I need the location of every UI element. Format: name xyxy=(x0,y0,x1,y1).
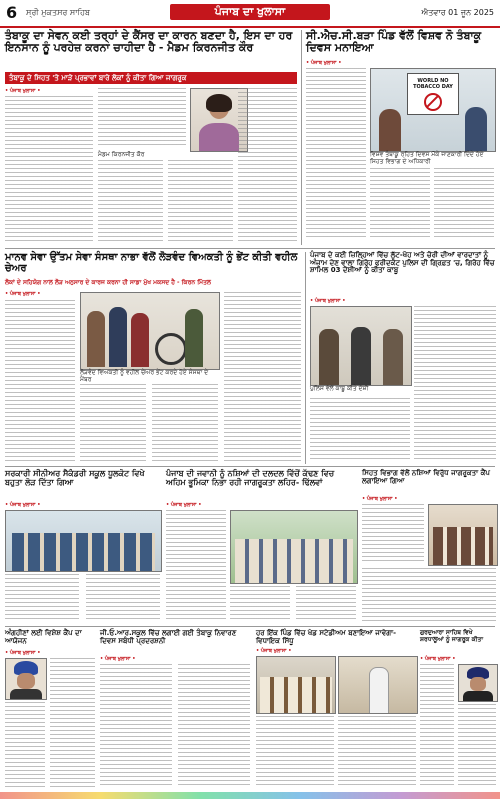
story10-photo-left xyxy=(256,656,336,714)
color-registration-bar xyxy=(0,792,500,799)
story3-dateline: • ਪੰਜਾਬ ਖੁਲਾਸਾ • xyxy=(5,291,41,297)
story5-photo xyxy=(5,510,162,572)
story10-photo-right xyxy=(338,656,418,714)
story10-body-col2 xyxy=(338,716,416,788)
wheelchair xyxy=(155,333,187,365)
story1-caption: ਮੈਡਮ ਕਿਰਨਜੀਤ ਕੌਰ xyxy=(98,151,145,158)
story10-headline: ਹਰ ਇੱਕ ਪਿੰਡ ਵਿੱਚ ਖੇਡ ਸਟੇਡੀਅਮ ਬਣਾਇਆ ਜਾਵੇਗਾ- ਵਿਧਾਇਕ ਸਿੱਧੂ xyxy=(256,629,397,645)
story2-body-col1 xyxy=(306,68,366,240)
meeting-people xyxy=(260,677,332,713)
story7-dateline: • ਪੰਜਾਬ ਖੁਲਾਸਾ • xyxy=(362,496,398,502)
story1-body-col1 xyxy=(5,96,93,244)
story1-dateline: • ਪੰਜਾਬ ਖੁਲਾਸਾ • xyxy=(5,88,41,94)
story3-photo xyxy=(80,292,220,370)
paper-name: ਸ੍ਰੀ ਮੁਕਤਸਰ ਸਾਹਿਬ xyxy=(26,8,91,17)
person-left xyxy=(379,109,401,151)
section-title: ਪੰਜਾਬ ਦਾ ਖੁਲਾਸਾ xyxy=(170,4,330,20)
story1-headline: ਤੰਬਾਕੂ ਦਾ ਸੇਵਨ ਕਈ ਤਰ੍ਹਾਂ ਦੇ ਕੈਂਸਰ ਦਾ ਕਾਰਨ ਬਣਦਾ ਹੈ, ਇਸ ਦਾ ਹਰ ਇਨਸਾਨ ਨੂੰ ਪਰਹੇਜ਼ ਕਰਨਾ ਚਾਹੀਦਾ ਹੈ - ਮੈਡਮ ਕਿਰਨਜੀਤ ਕੌਰ xyxy=(5,29,293,55)
accused-3 xyxy=(383,329,403,385)
story2-body-col2 xyxy=(370,168,430,240)
story9-body-col1 xyxy=(100,664,172,788)
poster-text: WORLD NO TOBACCO DAY xyxy=(413,78,453,90)
masthead xyxy=(0,0,500,28)
story2-body-col3 xyxy=(434,168,494,240)
face xyxy=(470,677,486,691)
story6-dateline: • ਪੰਜਾਬ ਖੁਲਾਸਾ • xyxy=(166,502,202,508)
row-divider xyxy=(5,248,495,249)
story4-body-col2 xyxy=(310,398,410,462)
story3-subhead: ਲੋਕਾਂ ਦੇ ਸਹਿਯੋਗ ਨਾਲ ਲੋੜ ਅਨੁਸਾਰ ਦੇ ਕਾਰਜ ਕਰਨਾ ਹੀ ਸਾਡਾ ਮੁੱਖ ਮਕਸਦ ਹੈ - ਕਿਰਨ ਮਿੱਤਲ xyxy=(5,279,211,286)
story10-body-col1 xyxy=(256,716,334,788)
story11-photo xyxy=(458,664,498,702)
group-person-1 xyxy=(87,311,105,367)
story1-body-col3 xyxy=(98,160,163,244)
story3-caption: ਲੋੜਵੰਦ ਵਿਅਕਤੀ ਨੂੰ ਵਹੀਲ ਚੇਅਰ ਭੇਂਟ ਕਰਦੇ ਹੋਏ ਸੰਸਥਾ ਦੇ ਮੈਂਬਰ xyxy=(80,369,209,383)
story6-body-col3 xyxy=(296,586,356,622)
story3-body-col1 xyxy=(5,300,75,462)
story11-dateline: • ਪੰਜਾਬ ਖੁਲਾਸਾ • xyxy=(420,656,456,662)
page-number: 6 xyxy=(6,3,18,22)
story1-body-col4 xyxy=(168,160,233,244)
group-person-2 xyxy=(109,307,127,367)
row-divider xyxy=(5,626,495,627)
story3-body-col2 xyxy=(80,384,146,462)
story6-body-col2 xyxy=(230,586,290,622)
story5-headline: ਸਰਕਾਰੀ ਸੀਨੀਅਰ ਸੈਕੰਡਰੀ ਸਕੂਲ ਧੂਲਕੋਟ ਵਿਖੇ ਬਹੁਤਾ ਲੋੜ ਦਿੱਤਾ ਗਿਆ xyxy=(5,469,145,487)
story8-body-col1 xyxy=(50,658,95,788)
person-body xyxy=(199,123,239,152)
story4-caption: ਪੁਲਿਸ ਵੱਲੋਂ ਕਾਬੂ ਕੀਤੇ ਦੋਸ਼ੀ xyxy=(310,385,369,392)
story3-headline: ਮਾਨਵ ਸੇਵਾ ਉੱਤਮ ਸੇਵਾ ਸੰਸਥਾ ਨਾਭਾ ਵੱਲੋਂ ਲੋੜਵੰਦ ਵਿਅਕਤੀ ਨੂੰ ਭੇਂਟ ਕੀਤੀ ਵਹੀਲ ਚੇਅਰ xyxy=(5,252,298,274)
story5-dateline: • ਪੰਜਾਬ ਖੁਲਾਸਾ • xyxy=(5,502,41,508)
story2-headline: ਸੀ.ਐਚ.ਸੀ.ਬੜਾ ਪਿੰਡ ਵੱਲੋਂ ਵਿਸ਼ਵ ਨੋ ਤੰਬਾਕੂ ਦਿਵਸ ਮਨਾਇਆ xyxy=(306,29,482,55)
story9-dateline: • ਪੰਜਾਬ ਖੁਲਾਸਾ • xyxy=(100,656,136,662)
story3-body-col4 xyxy=(224,292,301,462)
story1-body-col2 xyxy=(98,88,186,148)
story2-dateline: • ਪੰਜਾਬ ਖੁਲਾਸਾ • xyxy=(306,60,342,66)
story8-body-col2 xyxy=(5,702,45,788)
no-smoking-icon xyxy=(424,93,442,111)
column-divider xyxy=(301,30,302,245)
story1-subhead xyxy=(5,72,297,84)
poster-board xyxy=(407,73,459,115)
story6-body-col1 xyxy=(166,510,226,622)
accused-2 xyxy=(351,327,371,385)
crowd xyxy=(235,539,353,583)
story6-photo xyxy=(230,510,358,584)
face xyxy=(17,673,35,689)
story4-headline: ਪੰਜਾਬ ਦੇ ਕਈ ਜ਼ਿਲ੍ਹਿਆਂ ਵਿੱਚ ਲੁੱਟ-ਖੋਹ ਅਤੇ ਚੋਰੀ ਦੀਆਂ ਵਾਰਦਾਤਾਂ ਨੂੰ ਅੰਜ਼ਾਮ ਦੇਣ ਵਾਲਾ ਗਿਰੋਹ ਫਰੀਦਕੋਟ ਪੁਲਿਸ ਦੀ ਗ੍ਰਿਫ਼ਤ 'ਚ, ਗਿਰੋਹ ਵਿੱਚ ਸ਼ਾਮਿਲ 03 ਦੋਸ਼ੀਆਂ ਨੂੰ ਕੀਤਾ ਕਾਬੂ xyxy=(310,251,495,275)
issue-date: ਐਤਵਾਰ 01 ਜੂਨ 2025 xyxy=(421,8,494,17)
story11-headline: ਗੁਰਦੁਆਰਾ ਸਾਹਿਬ ਵਿਖੇ ਸ਼ਰਧਾਲੂਆਂ ਨੂੰ ਜਾਗਰੂਕ ਕੀਤਾ xyxy=(420,629,484,643)
story9-headline: ਜੀ.ਓ.ਆਰ.ਸਕੂਲ ਵਿੱਚ ਲਗਾਈ ਗਈ ਤੰਬਾਕੂ ਨਿਵਾਰਣ ਦਿਵਸ ਸਬੰਧੀ ਪ੍ਰਦਰਸ਼ਨੀ xyxy=(100,629,237,645)
story11-body-col1 xyxy=(420,664,454,788)
group-person-3 xyxy=(131,313,149,367)
person-hair xyxy=(206,94,232,112)
accused-1 xyxy=(319,329,339,385)
story4-body-col1 xyxy=(414,306,496,462)
story4-dateline: • ਪੰਜਾਬ ਖੁਲਾਸਾ • xyxy=(310,298,346,304)
story7-photo xyxy=(428,504,498,566)
shoulders xyxy=(10,689,42,699)
story6-headline: ਪੰਜਾਬ ਦੀ ਜਵਾਨੀ ਨੂੰ ਨਸ਼ਿਆਂ ਦੀ ਦਲਦਲ ਵਿੱਚੋਂ ਕੱਢਣ ਵਿਚ ਅਹਿਮ ਭੂਮਿਕਾ ਨਿਭਾ ਰਹੀ ਜਾਗਰੂਕਤਾ ਲਹਿਰ- ਢਿੱਲਵਾਂ xyxy=(166,469,335,487)
story3-body-col3 xyxy=(152,384,218,462)
story7-body-col1 xyxy=(362,504,424,564)
camp-people xyxy=(433,527,493,565)
story8-headline: ਅੰਗਹੀਣਾਂ ਲਈ ਵਿਸ਼ੇਸ਼ ਕੈਂਪ ਦਾ ਆਯੋਜਨ xyxy=(5,629,82,645)
group-person-4 xyxy=(185,309,203,367)
column-divider xyxy=(305,252,306,464)
story8-dateline: • ਪੰਜਾਬ ਖੁਲਾਸਾ • xyxy=(5,650,41,656)
person-right xyxy=(465,107,487,151)
story2-caption: ਵਿਸ਼ਵ ਤੰਬਾਕੂ ਰਹਿਤ ਦਿਵਸ ਮੌਕੇ ਜਾਣਕਾਰੀ ਦਿੰਦੇ ਹੋਏ ਸਿਹਤ ਵਿਭਾਗ ਦੇ ਅਧਿਕਾਰੀ xyxy=(370,151,484,165)
story1-body-col5 xyxy=(238,88,297,244)
story5-body-col1 xyxy=(5,574,79,622)
story7-body-col2 xyxy=(362,568,496,622)
story11-body-col2 xyxy=(458,704,496,788)
story8-photo xyxy=(5,658,47,700)
speaker xyxy=(369,667,389,714)
students-row xyxy=(12,533,155,571)
story2-photo xyxy=(370,68,496,152)
story10-dateline: • ਪੰਜਾਬ ਖੁਲਾਸਾ • xyxy=(256,648,292,654)
story9-body-col2 xyxy=(178,664,250,788)
story5-body-col2 xyxy=(86,574,160,622)
story1-subhead-text: ਤੰਬਾਕੂ ਦੇ ਸਿਹਤ 'ਤੇ ਮਾੜੇ ਪ੍ਰਭਾਵਾਂ ਬਾਰੇ ਲੋਕਾਂ ਨੂੰ ਕੀਤਾ ਗਿਆ ਜਾਗਰੂਕ xyxy=(9,74,187,82)
story7-headline: ਸਿਹਤ ਵਿਭਾਗ ਵੱਲੋਂ ਨਸ਼ਿਆਂ ਵਿਰੁੱਧ ਜਾਗਰੂਕਤਾ ਕੈਂਪ ਲਗਾਇਆ ਗਿਆ xyxy=(362,469,490,485)
shoulders xyxy=(463,691,493,701)
row-divider xyxy=(5,466,495,467)
story4-photo xyxy=(310,306,412,386)
